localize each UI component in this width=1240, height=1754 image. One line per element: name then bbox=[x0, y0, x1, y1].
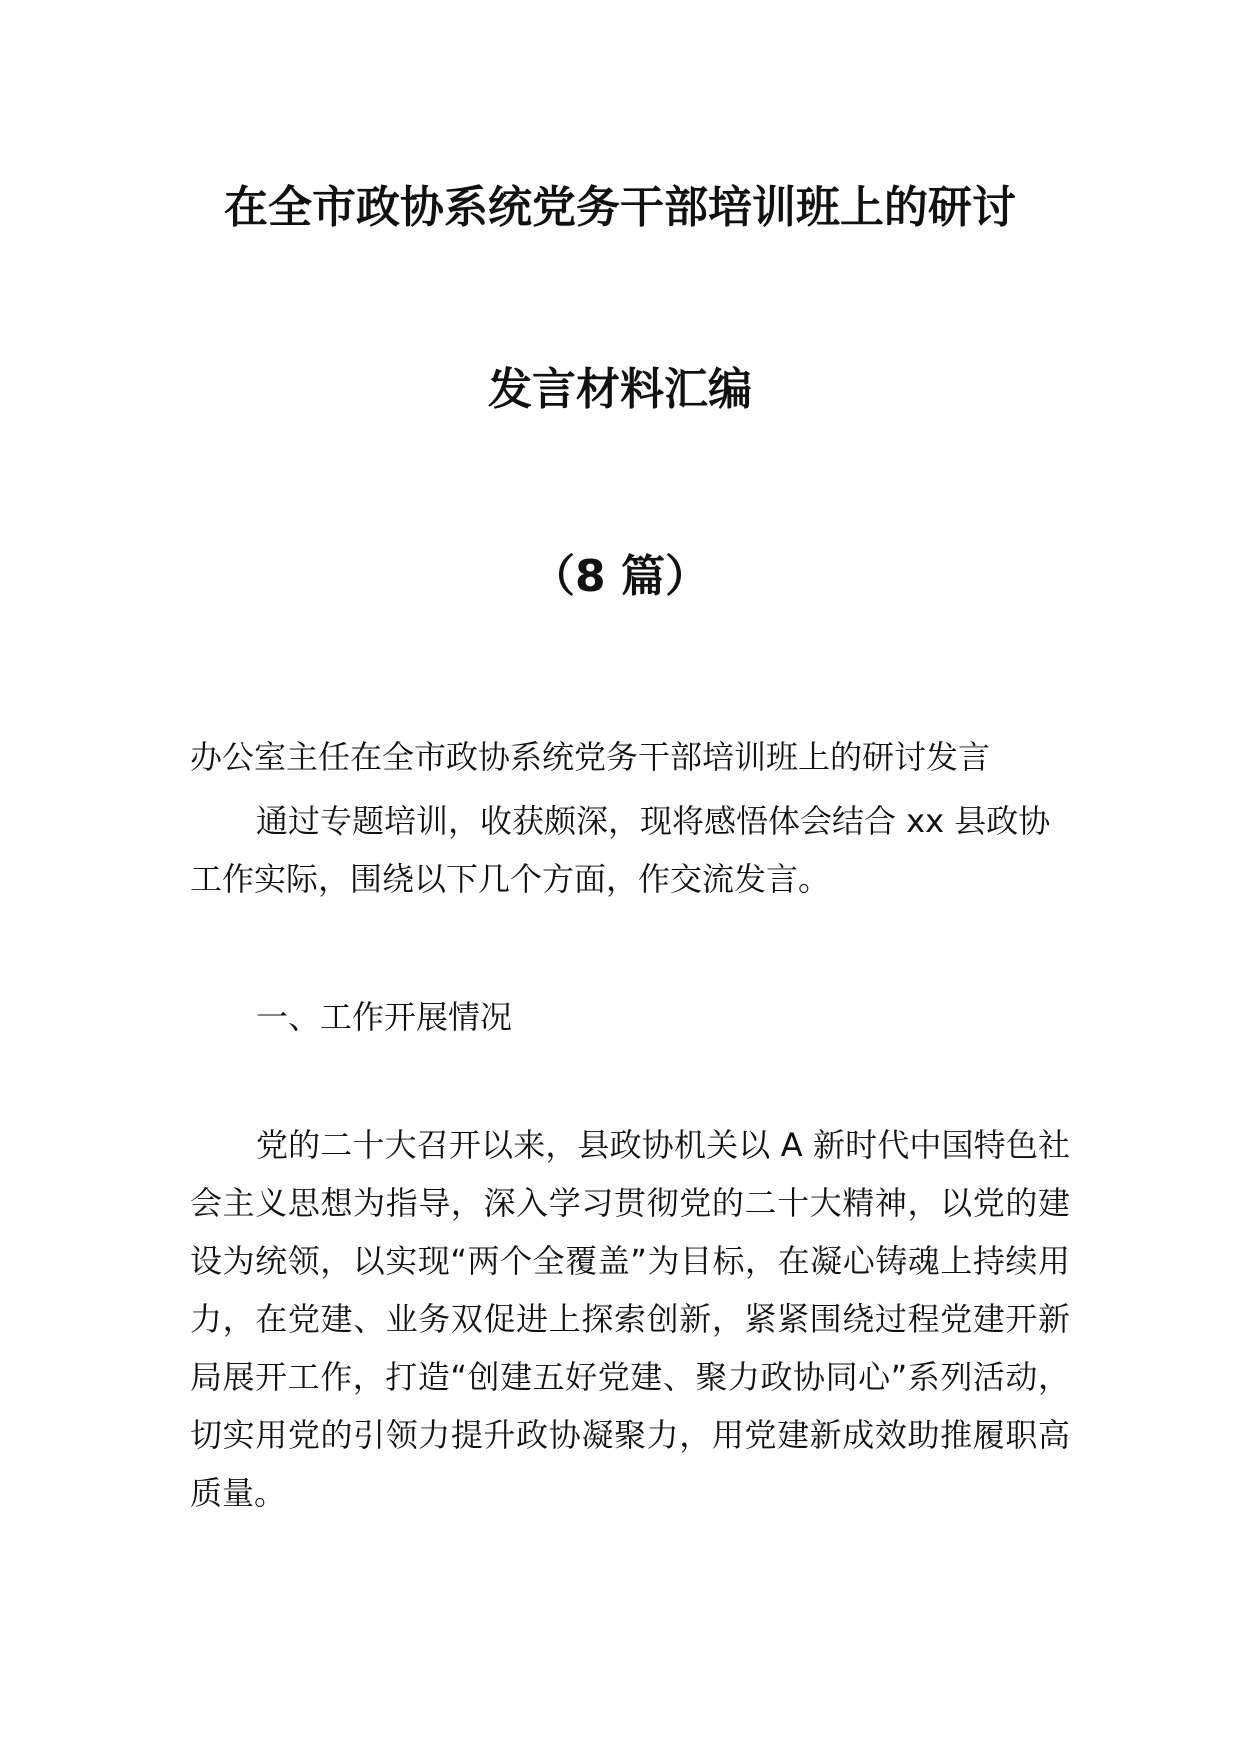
document-title-line1: 在全市政协系统党务干部培训班上的研讨 bbox=[224, 182, 1016, 233]
speech-heading: 办公室主任在全市政协系统党务干部培训班上的研讨发言 bbox=[190, 738, 991, 776]
section-heading: 一、工作开展情况 bbox=[256, 998, 513, 1036]
document-title-line2: 发言材料汇编 bbox=[488, 364, 752, 415]
intro-paragraph: 通过专题培训，收获颇深，现将感悟体会结合 xx 县政协工作实际，围绕以下几个方面，作交流发言。 bbox=[190, 802, 1051, 898]
section-paragraph: 党的二十大召开以来，县政协机关以 A 新时代中国特色社会主义思想为指导，深入学习贯彻党的二十大精神，以党的建设为统领，以实现“两个全覆盖”为目标，在凝心铸魂上持续用力，在党建、业务双促进上探索创新，紧紧围绕过程党建开新局展开工作，打造“创建五好党建、聚力政协同心”系列活动，切实用党的引领力提升政协凝聚力，用党建新成效助推履职高质量。 bbox=[190, 1126, 1070, 1512]
document-subtitle: （8 篇） bbox=[531, 551, 709, 602]
